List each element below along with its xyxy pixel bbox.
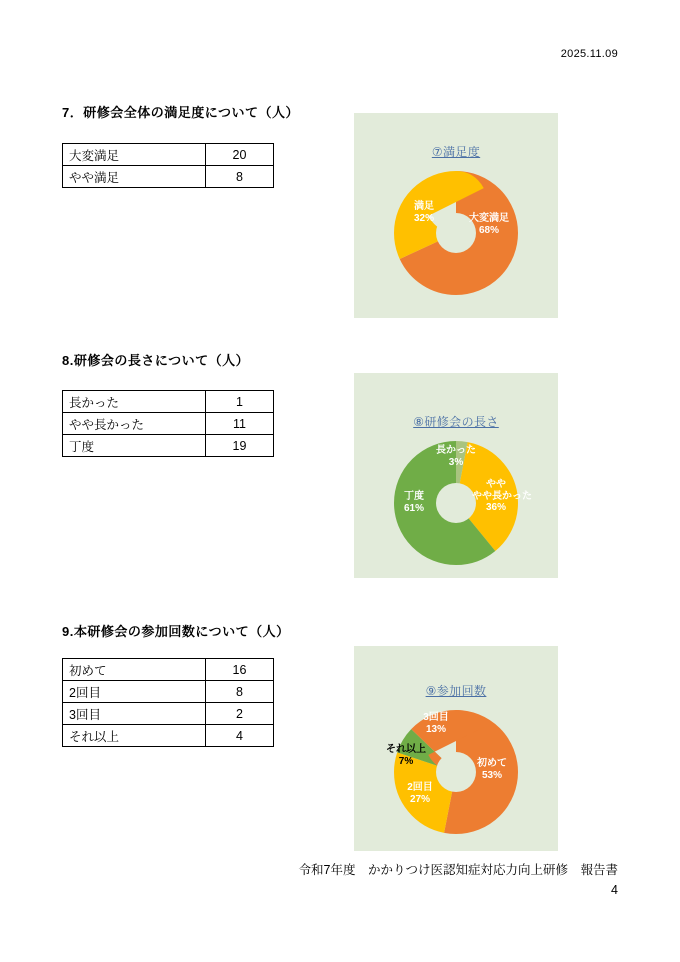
document-footer — [299, 860, 618, 900]
donut-svg-8 — [394, 441, 532, 565]
donut-attendance — [354, 710, 558, 834]
cell-value: 1 — [206, 391, 274, 413]
cell-value: 8 — [206, 166, 274, 188]
cell-label: 大変満足 — [63, 144, 206, 166]
cell-label: 長かった — [63, 391, 206, 413]
chart-title-8: ⑧研修会の長さ — [413, 415, 499, 429]
slice-label-daihenmanzoku: 大変満足 68% — [469, 213, 509, 236]
chart-length — [354, 373, 558, 578]
table-row — [63, 725, 274, 747]
slice-label-yayanagakatta: やや やや長かった 36% — [472, 479, 532, 513]
table-row — [63, 413, 274, 435]
slice-label-choudo: 丁度 61% — [403, 491, 424, 514]
cell-value: 4 — [206, 725, 274, 747]
table-satisfaction — [62, 143, 274, 188]
table-row — [63, 144, 274, 166]
cell-label: やや満足 — [63, 166, 206, 188]
section-title-7: 7．研修会全体の満足度について（人） — [62, 105, 299, 120]
chart-title-9: ⑨参加回数 — [425, 684, 487, 698]
chart-attendance — [354, 646, 558, 851]
table-row — [63, 166, 274, 188]
footer-text: 令和7年度 かかりつけ医認知症対応力向上研修 報告書 — [298, 863, 618, 877]
table-attendance — [62, 658, 274, 747]
section-title-8: 8.研修会の長さについて（人） — [62, 353, 250, 368]
slice-label-nagakatta: 長かった 3% — [436, 445, 476, 468]
cell-value: 8 — [206, 681, 274, 703]
slice-label-hajimete: 初めて 53% — [477, 758, 507, 781]
cell-label: 3回目 — [63, 703, 206, 725]
cell-value: 20 — [206, 144, 274, 166]
table-row — [63, 391, 274, 413]
chart-satisfaction — [354, 113, 558, 318]
table-row — [63, 681, 274, 703]
cell-value: 11 — [206, 413, 274, 435]
section-title-9: 9.本研修会の参加回数について（人） — [62, 624, 290, 639]
chart-title-7: ⑦満足度 — [431, 145, 481, 159]
page-number: 4 — [611, 883, 618, 897]
cell-label: 丁度 — [63, 435, 206, 457]
donut-svg-9 — [394, 710, 518, 834]
slice-label-nikaime: 2回目 27% — [407, 782, 433, 805]
table-row — [63, 703, 274, 725]
cell-value: 2 — [206, 703, 274, 725]
cell-label: 初めて — [63, 659, 206, 681]
table-row — [63, 659, 274, 681]
document-date: 2025.11.09 — [560, 48, 618, 60]
donut-svg-7 — [394, 171, 518, 295]
donut-satisfaction — [354, 171, 558, 295]
slice-label-sankaime: 3回目 13% — [423, 712, 449, 735]
slice-label-soreijou: それ以上 7% — [386, 744, 426, 767]
slice-label-manzoku: 満足 32% — [413, 201, 434, 224]
cell-label: それ以上 — [63, 725, 206, 747]
cell-label: 2回目 — [63, 681, 206, 703]
table-length — [62, 390, 274, 457]
table-row — [63, 435, 274, 457]
donut-length — [354, 441, 558, 565]
cell-value: 19 — [206, 435, 274, 457]
cell-value: 16 — [206, 659, 274, 681]
cell-label: やや長かった — [63, 413, 206, 435]
